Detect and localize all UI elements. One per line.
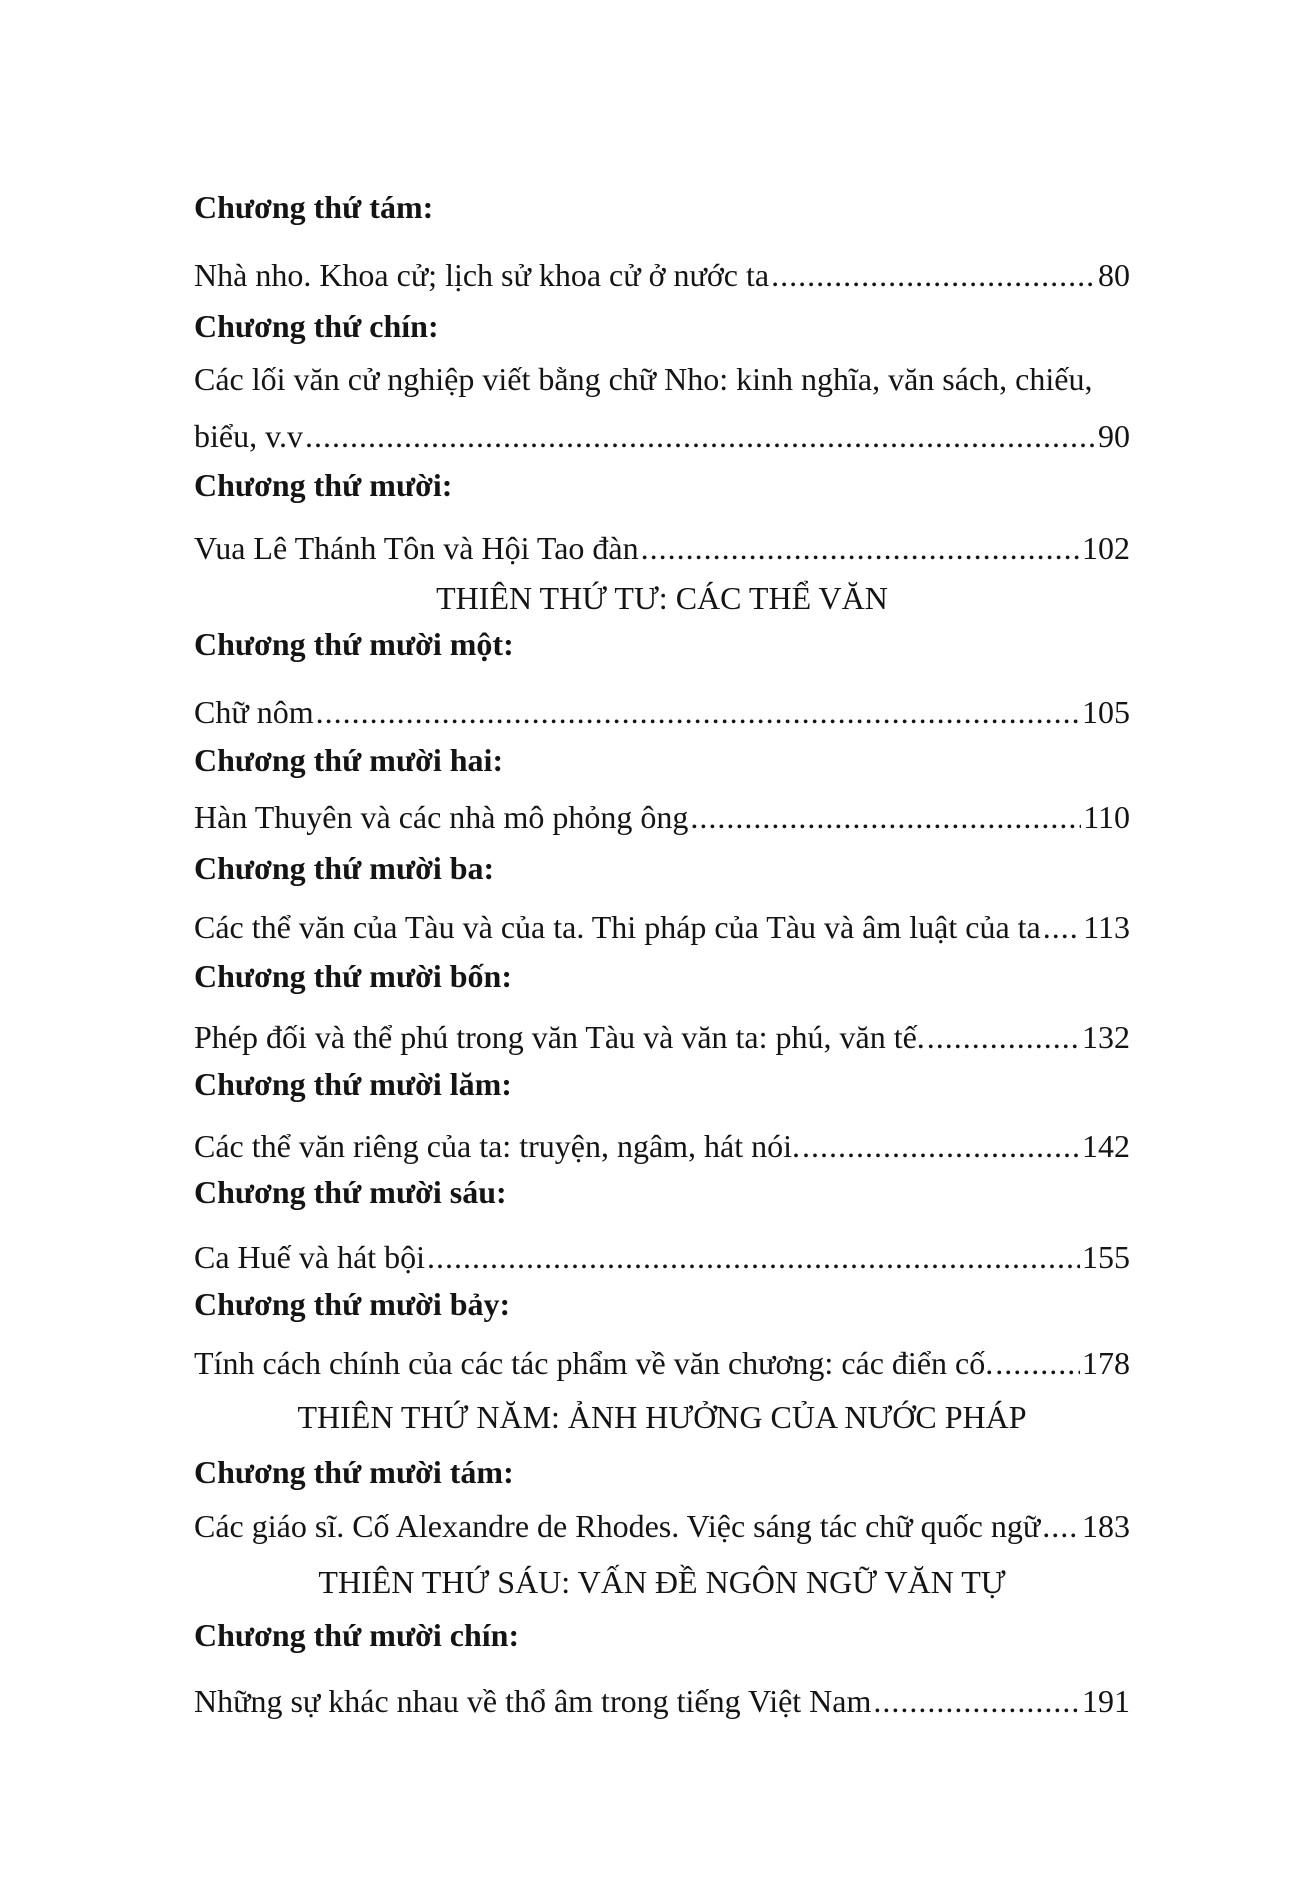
entry-title: Các thể văn riêng của ta: truyện, ngâm, hát nói.: [194, 1128, 801, 1164]
entry-title: Vua Lê Thánh Tôn và Hội Tao đàn: [194, 530, 639, 566]
toc-entry: [194, 412, 1130, 460]
chapter-heading: Chương thứ mười một:: [194, 626, 514, 662]
chapter-heading: Chương thứ mười bốn:: [194, 958, 512, 994]
dot-leader: [690, 793, 1081, 841]
entry-title: Ca Huế và hát bội: [194, 1239, 426, 1275]
dot-leader: [802, 1122, 1080, 1170]
page-number: 80: [1098, 257, 1130, 293]
entry-title: Chữ nôm: [194, 694, 314, 730]
page-number: 191: [1082, 1683, 1130, 1719]
dot-leader: [1043, 903, 1081, 951]
page-number: 132: [1082, 1019, 1130, 1055]
chapter-heading: Chương thứ mười tám:: [194, 1454, 514, 1490]
entry-title: Tính cách chính của các tác phẩm về văn chương: các điển cố.: [194, 1345, 994, 1381]
entry-title: biểu, v.v: [194, 418, 304, 454]
dot-leader: [927, 1013, 1080, 1061]
chapter-heading: Chương thứ mười bảy:: [194, 1286, 511, 1322]
entry-title: Các thể văn của Tàu và của ta. Thi pháp của Tàu và âm luật của ta: [194, 909, 1041, 945]
entry-title: Nhà nho. Khoa cử; lịch sử khoa cử ở nước ta: [194, 257, 770, 293]
toc-entry: [194, 793, 1130, 841]
chapter-heading: Chương thứ tám:: [194, 189, 434, 225]
page-number: 178: [1082, 1345, 1130, 1381]
dot-leader: [641, 524, 1080, 572]
dot-leader: [873, 1677, 1080, 1725]
entry-title: Hàn Thuyên và các nhà mô phỏng ông: [194, 799, 689, 835]
chapter-heading: Chương thứ mười lăm:: [194, 1066, 512, 1102]
toc-entry: [194, 1122, 1130, 1170]
page-number: 113: [1083, 909, 1130, 945]
page-number: 183: [1082, 1508, 1130, 1544]
entry-text-line: Các lối văn cử nghiệp viết bằng chữ Nho: kinh nghĩa, văn sách, chiếu,: [194, 361, 1093, 397]
section-heading: THIÊN THỨ SÁU: VẤN ĐỀ NGÔN NGỮ VĂN TỰ: [318, 1564, 1006, 1600]
toc-entry: [194, 1677, 1130, 1725]
dot-leader: [1042, 1502, 1080, 1550]
dot-leader: [316, 688, 1080, 736]
toc-entry: [194, 524, 1130, 572]
section-heading: THIÊN THỨ TƯ: CÁC THỂ VĂN: [436, 580, 888, 616]
toc-entry: [194, 1339, 1130, 1387]
page-number: 110: [1083, 799, 1130, 835]
toc-entry: [194, 688, 1130, 736]
dot-leader: [771, 251, 1096, 299]
entry-title: Những sự khác nhau về thổ âm trong tiếng Việt Nam: [194, 1683, 872, 1719]
chapter-heading: Chương thứ mười chín:: [194, 1617, 520, 1653]
entry-title: Các giáo sĩ. Cố Alexandre de Rhodes. Việc sáng tác chữ quốc ngữ: [194, 1508, 1041, 1544]
page-number: 90: [1098, 418, 1130, 454]
chapter-heading: Chương thứ chín:: [194, 308, 439, 344]
toc-entry: [194, 251, 1130, 299]
page-number: 142: [1082, 1128, 1130, 1164]
chapter-heading: Chương thứ mười hai:: [194, 742, 504, 778]
chapter-heading: Chương thứ mười sáu:: [194, 1174, 507, 1210]
toc-entry: [194, 903, 1130, 951]
page-number: 102: [1082, 530, 1130, 566]
toc-entry: [194, 1502, 1130, 1550]
page-number: 105: [1082, 694, 1130, 730]
chapter-heading: Chương thứ mười ba:: [194, 850, 495, 886]
chapter-heading: Chương thứ mười:: [194, 467, 453, 503]
section-heading: THIÊN THỨ NĂM: ẢNH HƯỞNG CỦA NƯỚC PHÁP: [297, 1399, 1027, 1435]
toc-entry: [194, 1013, 1130, 1061]
dot-leader: [427, 1233, 1080, 1281]
toc-entry: [194, 1233, 1130, 1281]
dot-leader: [995, 1339, 1080, 1387]
dot-leader: [305, 412, 1096, 460]
entry-title: Phép đối và thể phú trong văn Tàu và văn ta: phú, văn tế.: [194, 1019, 925, 1055]
page-number: 155: [1082, 1239, 1130, 1275]
